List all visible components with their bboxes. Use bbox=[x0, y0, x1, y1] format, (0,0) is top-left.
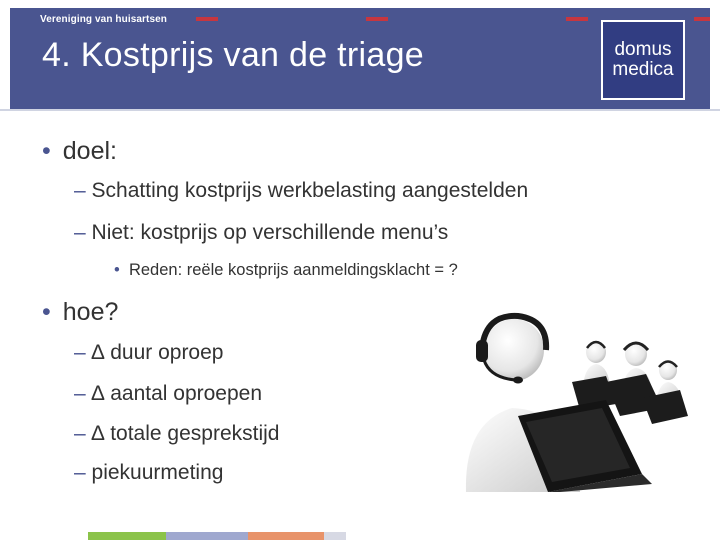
logo-text-top: domus bbox=[614, 39, 672, 60]
bullet-marker: • bbox=[42, 137, 51, 165]
bullet-doel-sub2-sub bbox=[114, 261, 458, 280]
accent-dash bbox=[366, 17, 388, 21]
bullet-text: Reden: reële kostprijs aanmeldingsklacht = ? bbox=[128, 261, 458, 279]
dash-marker: – bbox=[74, 341, 86, 364]
dash-marker: – bbox=[74, 179, 86, 202]
call-center-agent-icon bbox=[456, 312, 688, 492]
dash-marker: – bbox=[74, 382, 86, 405]
bullet-text: doel: bbox=[62, 137, 117, 165]
bullet-text: Niet: kostprijs op verschillende menu’s bbox=[91, 221, 449, 244]
bullet-marker: • bbox=[114, 261, 120, 279]
bullet-text: hoe? bbox=[62, 298, 119, 326]
bullet-text: ∆ aantal oproepen bbox=[91, 382, 263, 405]
logo-text-bottom: medica bbox=[612, 59, 674, 80]
bullet-doel bbox=[42, 137, 117, 166]
footer-segment bbox=[248, 532, 324, 540]
footer-segment bbox=[88, 532, 166, 540]
accent-dash bbox=[196, 17, 218, 21]
bullet-doel-sub1 bbox=[74, 179, 528, 203]
bullet-text: piekuurmeting bbox=[91, 461, 224, 484]
bullet-doel-sub2 bbox=[74, 221, 448, 245]
bullet-hoe-sub4 bbox=[74, 461, 223, 485]
dash-marker: – bbox=[74, 422, 86, 445]
slide-title: 4. Kostprijs van de triage bbox=[42, 36, 424, 74]
bullet-marker: • bbox=[42, 298, 51, 326]
bullet-text: ∆ totale gesprekstijd bbox=[91, 422, 280, 445]
slide-header bbox=[0, 0, 720, 112]
footer-segment bbox=[166, 532, 248, 540]
bullet-hoe-sub2 bbox=[74, 382, 262, 406]
accent-dash bbox=[694, 17, 710, 21]
bullet-text: Schatting kostprijs werkbelasting aangestelden bbox=[91, 179, 529, 202]
dash-marker: – bbox=[74, 221, 86, 244]
bullet-hoe-sub1 bbox=[74, 341, 223, 365]
footer-segment bbox=[324, 532, 346, 540]
bullet-text: ∆ duur oproep bbox=[91, 341, 224, 364]
org-name: Vereniging van huisartsen bbox=[40, 14, 167, 25]
header-divider bbox=[0, 109, 720, 111]
bullet-hoe-sub3 bbox=[74, 422, 279, 446]
dash-marker: – bbox=[74, 461, 86, 484]
domus-medica-logo bbox=[601, 20, 685, 100]
bullet-hoe bbox=[42, 298, 118, 327]
accent-dash bbox=[566, 17, 588, 21]
